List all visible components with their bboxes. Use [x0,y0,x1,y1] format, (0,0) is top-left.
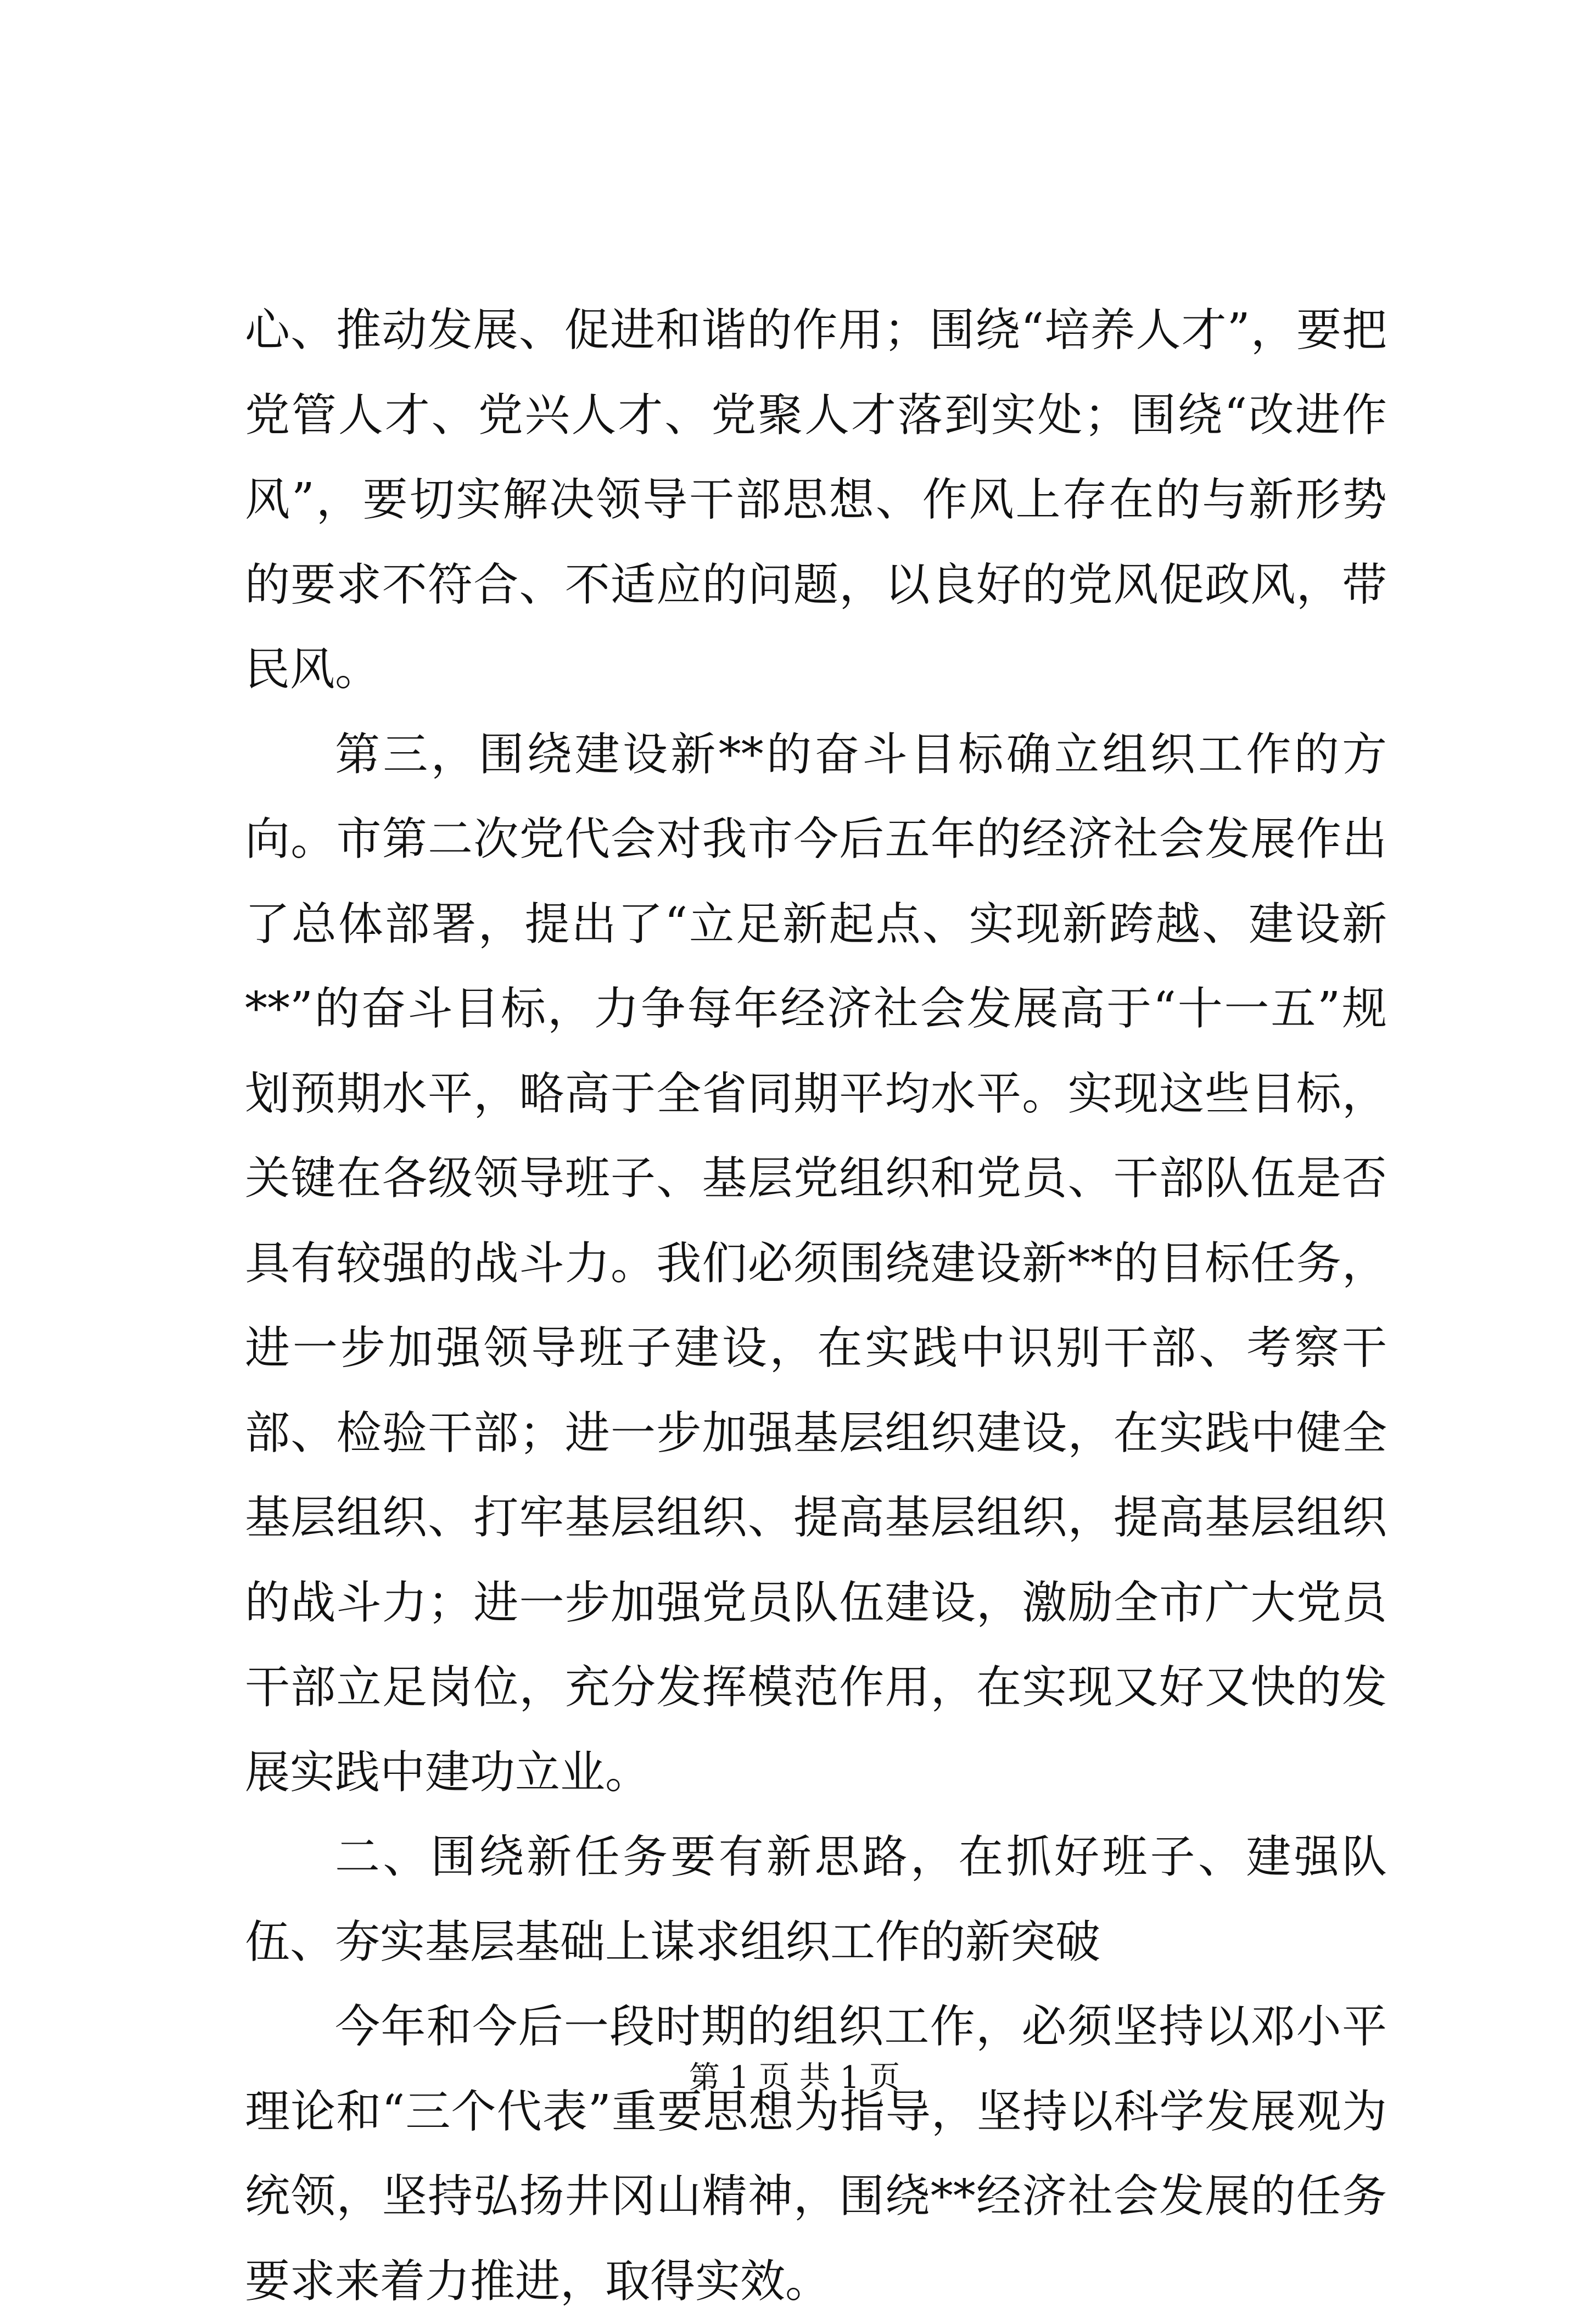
paragraph-third-point: 第三，围绕建设新**的奋斗目标确立组织工作的方向。市第二次党代会对我市今后五年的经济社会发展作出了总体部署，提出了“立足新起点、实现新跨越、建设新**”的奋斗目标，力争每年经济社会发展高于“十一五”规划预期水平，略高于全省同期平均水平。实现这些目标，关键在各级领导班子、基层党组织和党员、干部队伍是否具有较强的战斗力。我们必须围绕建设新**的目标任务，进一步加强领导班子建设，在实践中识别干部、考察干部、检验干部；进一步加强基层组织建设，在实践中健全基层组织、打牢基层组织、提高基层组织，提高基层组织的战斗力；进一步加强党员队伍建设，激励全市广大党员干部立足岗位，充分发挥模范作用，在实现又好又快的发展实践中建功立业。 [245,728,1387,1799]
section-heading-two: 二、围绕新任务要有新思路，在抓好班子、建强队伍、夯实基层基础上谋求组织工作的新突破 [245,1831,1387,1968]
paragraph-guidance: 今年和今后一段时期的组织工作，必须坚持以邓小平理论和“三个代表”重要思想为指导，坚持以科学发展观为统领，坚持弘扬井冈山精神，围绕**经济社会发展的任务要求来着力推进，取得实效。 [245,2001,1387,2308]
paragraph-continuation: 心、推动发展、促进和谐的作用；围绕“培养人才”，要把党管人才、党兴人才、党聚人才落到实处；围绕“改进作风”，要切实解决领导干部思想、作风上存在的与新形势的要求不符合、不适应的问题，以良好的党风促政风，带民风。 [245,304,1387,696]
document-body [245,288,1387,2324]
page-number-footer: 第 1 页 共 1 页 [689,2060,900,2096]
